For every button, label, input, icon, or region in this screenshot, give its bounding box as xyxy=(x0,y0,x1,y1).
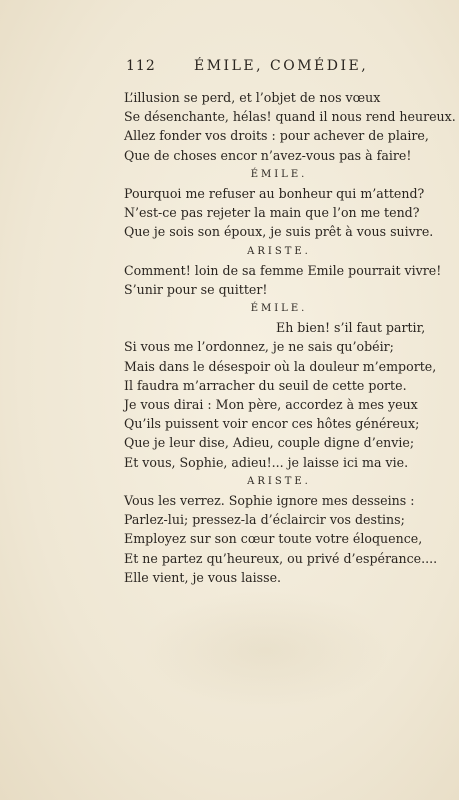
speaker-name: ARISTE. xyxy=(247,245,311,257)
verse-line: L’illusion se perd, et l’objet de nos vœux xyxy=(124,90,381,105)
verse-line: Et vous, Sophie, adieu!... je laisse ici ma vie. xyxy=(124,454,409,470)
verse-line: Que je leur dise, Adieu, couple digne d’envie; xyxy=(124,435,415,451)
verse-text xyxy=(124,88,456,587)
verse-line: Mais dans le désespoir où la douleur m’emporte, xyxy=(124,358,437,374)
verse-line: Que de choses encor n’avez-vous pas à faire! xyxy=(124,147,412,163)
verse-line: Se désenchante, hélas! quand il nous rend heureux. xyxy=(124,109,456,125)
page-header xyxy=(126,58,419,78)
verse-line: Si vous me l’ordonnez, je ne sais qu’obéir; xyxy=(124,339,394,355)
verse-line: Je vous dirai : Mon père, accordez à mes yeux xyxy=(124,397,418,412)
verse-line: N’est-ce pas rejeter la main que l’on me tend? xyxy=(124,205,420,221)
verse-line: Vous les verrez. Sophie ignore mes desseins : xyxy=(124,492,415,508)
speaker-name: ÉMILE. xyxy=(250,303,308,315)
verse-line: Eh bien! s’il faut partir, xyxy=(276,320,426,336)
verse-line: Allez fonder vos droits : pour achever de plaire, xyxy=(124,128,429,144)
verse-line: Comment! loin de sa femme Emile pourrait vivre! xyxy=(124,262,442,278)
speaker-name: ÉMILE. xyxy=(250,168,308,180)
running-title: ÉMILE, COMÉDIE, xyxy=(194,58,369,74)
verse-line: Employez sur son cœur toute votre éloquence, xyxy=(124,531,423,547)
paper-stain xyxy=(140,590,390,710)
verse-line: Elle vient, je vous laisse. xyxy=(124,569,282,585)
verse-line: Pourquoi me refuser au bonheur qui m’attend? xyxy=(124,185,425,201)
verse-line: S’unir pour se quitter! xyxy=(124,281,268,297)
verse-line: Parlez-lui; pressez-la d’éclaircir vos destins; xyxy=(124,512,405,528)
speaker-name: ARISTE. xyxy=(247,475,311,487)
verse-line: Que je sois son époux, je suis prêt à vous suivre. xyxy=(124,224,434,240)
verse-line: Et ne partez qu’heureux, ou privé d’espérance.... xyxy=(124,550,438,566)
page-number: 112 xyxy=(126,58,156,74)
verse-line: Qu’ils puissent voir encor ces hôtes généreux; xyxy=(124,416,420,432)
verse-line: Il faudra m’arracher du seuil de cette porte. xyxy=(124,377,407,393)
